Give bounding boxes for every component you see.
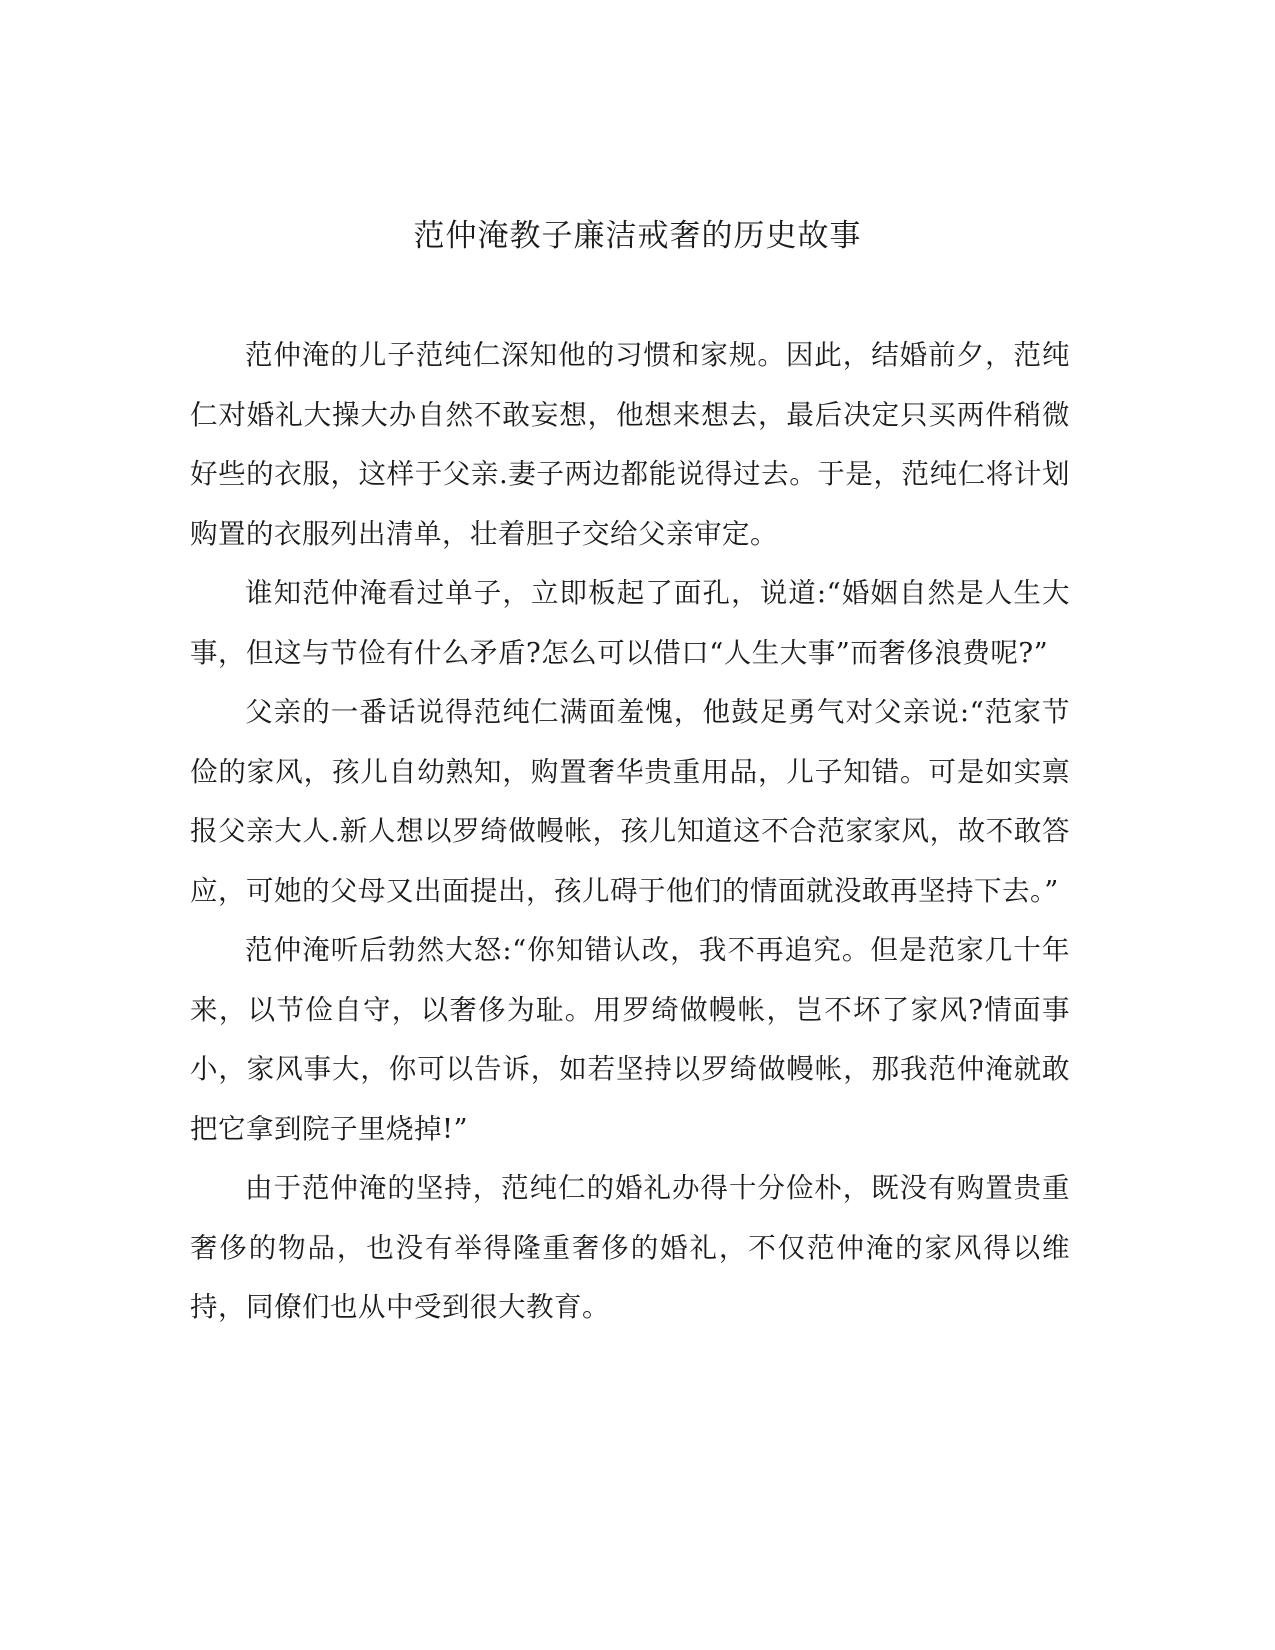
paragraph-3: 父亲的一番话说得范纯仁满面羞愧，他鼓足勇气对父亲说:“范家节俭的家风，孩儿自幼熟知，购置奢华贵重用品，儿子知错。可是如实禀报父亲大人.新人想以罗绮做幔帐，孩儿知道这不合范家家风，故不敢答应，可她的父母又出面提出，孩儿碍于他们的情面就没敢再坚持下去。” bbox=[190, 696, 1070, 907]
paragraph-5: 由于范仲淹的坚持，范纯仁的婚礼办得十分俭朴，既没有购置贵重奢侈的物品，也没有举得隆重奢侈的婚礼，不仅范仲淹的家风得以维持，同僚们也从中受到很大教育。 bbox=[190, 1172, 1070, 1323]
paragraph-2: 谁知范仲淹看过单子，立即板起了面孔，说道:“婚姻自然是人生大事，但这与节俭有什么矛盾?怎么可以借口“人生大事”而奢侈浪费呢?” bbox=[190, 577, 1070, 669]
paragraph-4: 范仲淹听后勃然大怒:“你知错认改，我不再追究。但是范家几十年来，以节俭自守，以奢侈为耻。用罗绮做幔帐，岂不坏了家风?情面事小，家风事大，你可以告诉，如若坚持以罗绮做幔帐，那我范仲淹就敢把它拿到院子里烧掉!” bbox=[190, 934, 1070, 1145]
paragraph-1: 范仲淹的儿子范纯仁深知他的习惯和家规。因此，结婚前夕，范纯仁对婚礼大操大办自然不敢妄想，他想来想去，最后决定只买两件稍微好些的衣服，这样于父亲.妻子两边都能说得过去。于是，范纯仁将计划购置的衣服列出清单，壮着胆子交给父亲审定。 bbox=[190, 339, 1070, 550]
document-title: 范仲淹教子廉洁戒奢的历史故事 bbox=[413, 218, 862, 254]
document-body bbox=[190, 326, 1070, 1338]
